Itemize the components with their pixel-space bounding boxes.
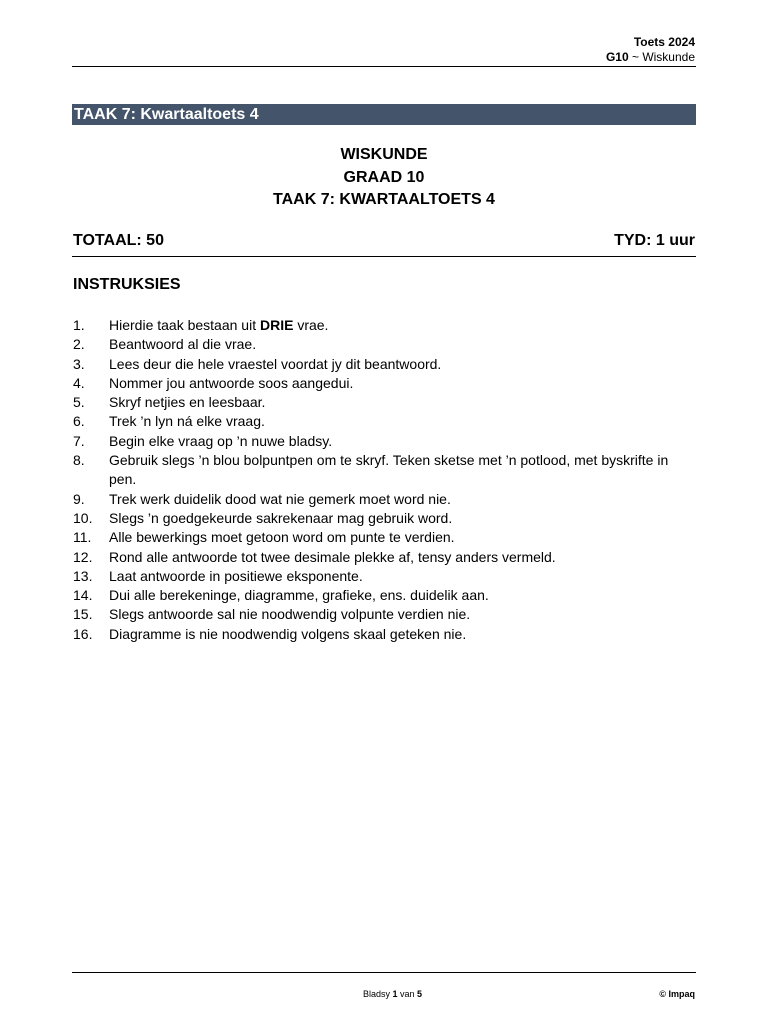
instruction-number: 9. (73, 490, 85, 507)
total-marks: TOTAAL: 50 (73, 232, 164, 249)
instruction-item (73, 412, 697, 431)
page-header (606, 35, 695, 65)
footer-rule (72, 972, 696, 973)
instruction-number: 8. (73, 452, 85, 469)
instruction-item (73, 432, 697, 451)
instruction-text: Alle bewerkings moet getoon word om punte te verdien. (109, 529, 455, 546)
page-number-total: 5 (417, 989, 423, 999)
instruction-number: 6. (73, 413, 85, 430)
header-title: Toets 2024 (633, 35, 695, 49)
instruction-text: Dui alle berekeninge, diagramme, grafieke, ens. duidelik aan. (109, 587, 489, 604)
instruction-item (73, 374, 697, 393)
instruction-text-post: vrae. (293, 317, 329, 333)
instruction-number: 16. (73, 625, 93, 642)
header-grade: G10 (605, 50, 629, 64)
instruction-text: Beantwoord al die vrae. (109, 336, 257, 353)
instruction-text: Rond alle antwoorde tot twee desimale plekke af, tensy anders vermeld. (109, 548, 556, 565)
instruction-item (73, 605, 697, 624)
instruction-item (73, 355, 697, 374)
instruction-item (73, 335, 697, 354)
page-number (363, 989, 422, 999)
copyright: © Impaq (659, 989, 695, 999)
instruction-text: Diagramme is nie noodwendig volgens skaal geteken nie. (109, 625, 467, 642)
instruction-text: Begin elke vraag op ’n nuwe bladsy. (109, 432, 333, 449)
title-rule (72, 256, 696, 257)
instruction-text: Trek ’n lyn ná elke vraag. (109, 413, 265, 430)
instruction-number: 15. (73, 606, 93, 623)
instruction-text-emphasis: DRIE (259, 317, 294, 333)
instruction-number: 4. (73, 374, 85, 391)
instruction-item (73, 509, 697, 528)
page-number-current: 1 (392, 989, 398, 999)
instruction-number: 2. (73, 336, 85, 353)
instruction-number: 3. (73, 355, 85, 372)
instruction-text: Lees deur die hele vraestel voordat jy dit beantwoord. (109, 355, 442, 372)
time-allowed: TYD: 1 uur (614, 232, 695, 249)
header-separator: ~ (628, 50, 643, 64)
instruction-item (73, 316, 697, 335)
instruction-text: Slegs antwoorde sal nie noodwendig volpunte verdien nie. (109, 606, 471, 623)
page-number-prefix: Bladsy (363, 989, 393, 999)
instruction-text-pre: Hierdie taak bestaan uit (109, 317, 260, 333)
instructions-heading: INSTRUKSIES (73, 276, 181, 293)
instruction-number: 12. (73, 548, 93, 565)
instruction-item (73, 451, 697, 490)
instruction-item (73, 625, 697, 644)
task-banner: TAAK 7: Kwartaaltoets 4 (72, 104, 696, 125)
instruction-item (73, 528, 697, 547)
instruction-text (109, 316, 697, 335)
instruction-item (73, 567, 697, 586)
instruction-item (73, 586, 697, 605)
instruction-text: Gebruik slegs ’n blou bolpuntpen om te skryf. Teken sketse met ’n potlood, met byskrifte in pen. (109, 452, 669, 488)
instruction-text: Laat antwoorde in positiewe eksponente. (109, 567, 363, 584)
doc-title-subject: WISKUNDE (340, 146, 428, 163)
instruction-number: 10. (73, 509, 93, 526)
instruction-item (73, 490, 697, 509)
header-subject (606, 50, 695, 65)
header-rule (72, 66, 696, 67)
instruction-item (73, 548, 697, 567)
instruction-text: Trek werk duidelik dood wat nie gemerk moet word nie. (109, 490, 451, 507)
instruction-text: Skryf netjies en leesbaar. (109, 394, 266, 411)
instructions-list (73, 316, 697, 644)
instruction-text: Nommer jou antwoorde soos aangedui. (109, 374, 354, 391)
page-number-mid: van (397, 989, 418, 999)
instruction-number: 11. (73, 529, 92, 546)
instruction-number: 7. (73, 432, 85, 449)
instruction-number: 5. (73, 394, 85, 411)
header-subject-name: Wiskunde (642, 50, 695, 64)
instruction-number: 1. (73, 317, 85, 333)
doc-title-task: TAAK 7: KWARTAALTOETS 4 (273, 191, 495, 208)
doc-title-grade: GRAAD 10 (343, 169, 425, 186)
instruction-number: 13. (73, 567, 93, 584)
instruction-text: Slegs ’n goedgekeurde sakrekenaar mag gebruik word. (109, 509, 453, 526)
instruction-item (73, 393, 697, 412)
instruction-number: 14. (73, 587, 93, 604)
